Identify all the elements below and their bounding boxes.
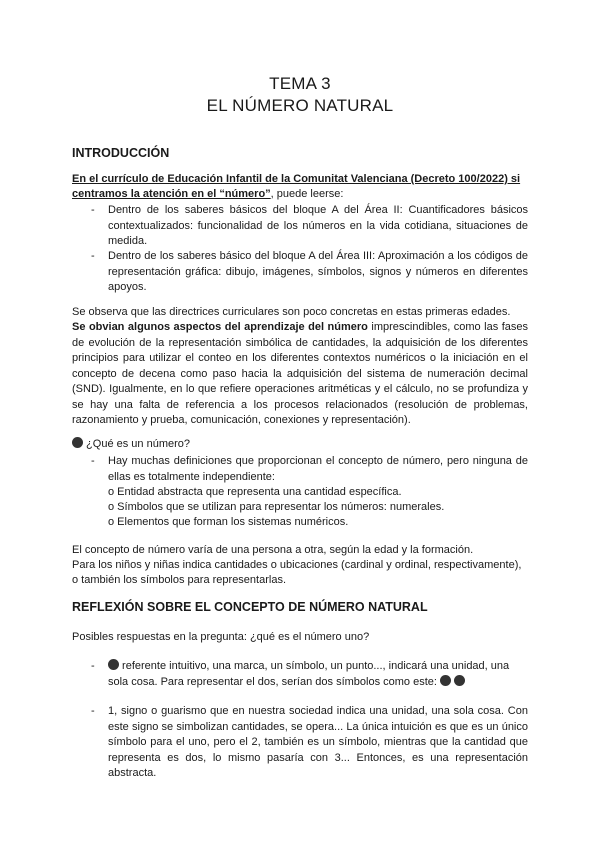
black-dot-icon — [454, 675, 465, 686]
reflexion-prompt: Posibles respuestas en la pregunta: ¿qué es el número uno? — [72, 631, 370, 643]
reflexion-item1-line1 — [108, 659, 509, 675]
question-list-item: Hay muchas definiciones que proporcionan el concepto de número, pero ninguna de ellas es totalmente independiente: — [108, 455, 528, 483]
list-dash: - — [91, 204, 95, 216]
intro-lead-line1: En el currículo de Educación Infantil de la Comunitat Valenciana (Decreto 100/2022) si — [72, 173, 521, 185]
intro-para2-line2: Para los niños y niñas indica cantidades o ubicaciones (cardinal y ordinal, respectivamente), — [72, 559, 522, 571]
list-dash: - — [91, 250, 95, 262]
question-sub-item-2: o Símbolos que se utilizan para representar los números: numerales. — [108, 501, 445, 513]
black-dot-icon — [440, 675, 451, 686]
intro-para2-line3: o también los símbolos para representarlas. — [72, 574, 286, 586]
intro-heading: INTRODUCCIÓN — [72, 146, 170, 160]
intro-list-item-1: Dentro de los saberes básicos del bloque A del Área II: Cuantificadores básicos contextualizados: funcionalidad de los números en la vida cotidiana, situaciones de medida. — [108, 204, 528, 247]
intro-para1-rest: imprescindibles, como las fases de evolución de la representación simbólica de cantidades, la adquisición de los diferentes principios para utilizar el conteo en los diferentes contextos numéricos o la iniciación en el concepto de decena como paso hacia la adquisición del sistema de numeración decimal (SND). Igualmente, en lo que refiere operaciones aritméticas y el cálculo, no se profundiza y se hay una falta de referencia a los procesos relacionados (resolución de problemas, razonamiento y prueba, comunicación, conexiones y representación). — [72, 321, 528, 426]
intro-para1-body — [72, 320, 528, 429]
intro-lead-rest: , puede leerse: — [270, 188, 344, 200]
question-text: ¿Qué es un número? — [83, 438, 191, 450]
question-sub-item-1: o Entidad abstracta que representa una cantidad específica. — [108, 486, 402, 498]
intro-para1-line1: Se observa que las directrices curriculares son poco concretas en estas primeras edades. — [72, 306, 511, 318]
intro-para2-line1: El concepto de número varía de una persona a otra, según la edad y la formación. — [72, 544, 474, 556]
reflexion-item2: 1, signo o guarismo que en nuestra sociedad indica una unidad, una sola cosa. Con este signo se simbolizan cantidades, se opera... La única intuición es que es un único símbolo para el uno, pero el 2, también es un símbolo, mientras que la cantidad que representa es dos, lo mismo pasaría con 3... Entonces, es una representación abstracta. — [108, 705, 528, 779]
list-dash: - — [91, 660, 95, 672]
page-title-line1: TEMA 3 — [269, 74, 331, 93]
intro-list-item-2: Dentro de los saberes básico del bloque A del Área III: Aproximación a los códigos de representación gráfica: dibujo, imágenes, símbolos, signos y números en diferentes apoyos. — [108, 250, 528, 293]
black-dot-icon — [72, 437, 83, 448]
page-title-line2: EL NÚMERO NATURAL — [206, 96, 394, 115]
black-dot-icon — [108, 659, 119, 670]
intro-lead-bold: centramos la atención en el “número” — [72, 188, 271, 200]
reflexion-heading: REFLEXIÓN SOBRE EL CONCEPTO DE NÚMERO NATURAL — [72, 600, 428, 614]
question-sub-item-3: o Elementos que forman los sistemas numéricos. — [108, 516, 349, 528]
list-dash: - — [91, 455, 95, 467]
reflexion-item1-line2 — [108, 675, 465, 691]
intro-para1-bold: Se obvian algunos aspectos del aprendizaje del número — [72, 321, 368, 333]
list-dash: - — [91, 705, 95, 717]
question-line — [72, 437, 190, 453]
reflexion-item1-text-a: referente intuitivo, una marca, un símbolo, un punto..., indicará una unidad, una — [119, 660, 510, 672]
reflexion-item1-text-b: sola cosa. Para representar el dos, serían dos símbolos como este: — [108, 676, 440, 688]
intro-lead-line2 — [72, 187, 343, 203]
